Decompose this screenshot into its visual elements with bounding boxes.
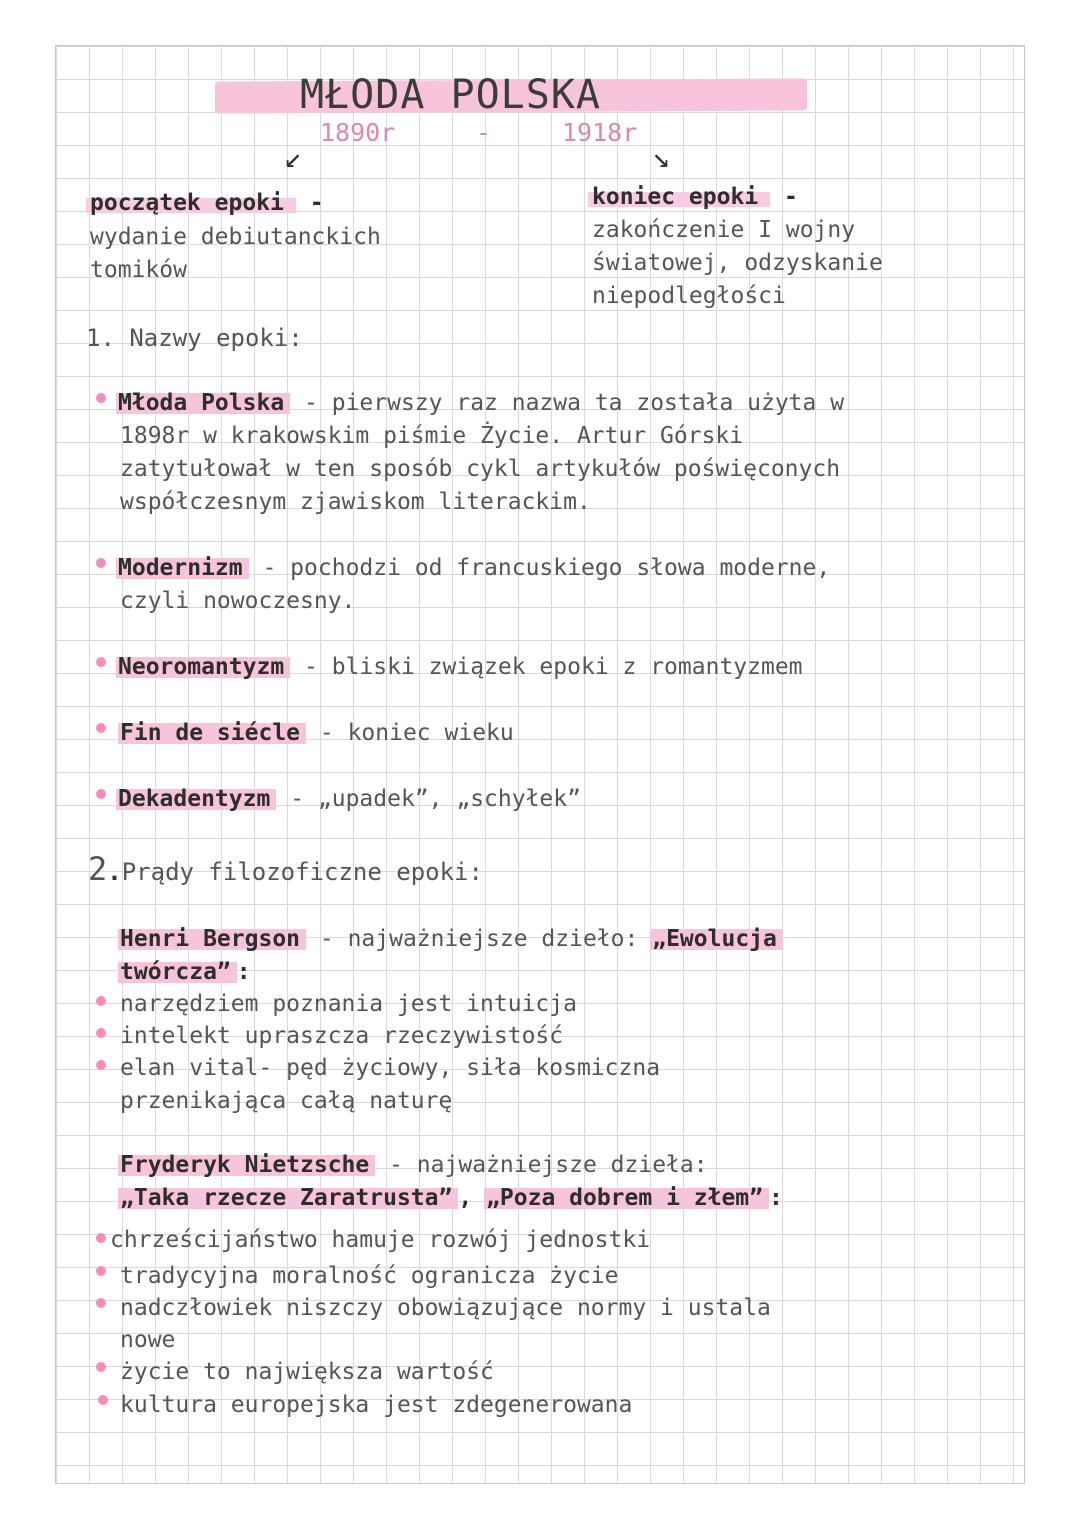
year-end: 1918r bbox=[562, 118, 638, 147]
list-item bbox=[118, 390, 844, 416]
bullet-icon bbox=[98, 1395, 108, 1405]
end-line-1: zakończenie I wojny bbox=[592, 217, 856, 243]
bergson-intro: - najważniejsze dzieło: bbox=[319, 926, 639, 952]
bullet-icon bbox=[96, 1298, 106, 1308]
end-line-2: światowej, odzyskanie bbox=[592, 250, 883, 276]
nietzsche-name: Fryderyk Nietzsche bbox=[118, 1152, 375, 1178]
end-heading-row bbox=[592, 184, 798, 210]
bergson-colon: : bbox=[236, 959, 251, 985]
bullet-icon bbox=[96, 996, 106, 1006]
nietzsche-heading bbox=[120, 1152, 708, 1178]
section-1-heading bbox=[86, 324, 303, 352]
bergson-heading bbox=[120, 926, 783, 952]
nietzsche-work-1: „Taka rzecze Zaratrusta” bbox=[118, 1185, 458, 1211]
nietzsche-point: chrześcijaństwo hamuje rozwój jednostki bbox=[110, 1227, 651, 1253]
nietzsche-point: nadczłowiek niszczy obowiązujące normy i ustala bbox=[120, 1295, 771, 1321]
start-line-2: tomików bbox=[90, 257, 187, 283]
bergson-point: narzędziem poznania jest intuicja bbox=[120, 991, 577, 1017]
term-description: - bliski związek epoki z romantyzmem bbox=[304, 654, 803, 680]
term-description: - koniec wieku bbox=[319, 720, 514, 746]
bergson-work-end: twórcza” bbox=[118, 959, 237, 985]
term-description: - pochodzi od francuskiego słowa moderne, bbox=[262, 555, 831, 581]
bergson-name: Henri Bergson bbox=[118, 926, 306, 952]
term-description: - pierwszy raz nazwa ta została użyta w bbox=[304, 390, 845, 416]
nietzsche-point: życie to największa wartość bbox=[120, 1359, 494, 1385]
bergson-point: elan vital- pęd życiowy, siła kosmiczna bbox=[120, 1055, 661, 1081]
term-modernizm: Modernizm bbox=[116, 555, 249, 581]
year-separator: - bbox=[476, 118, 492, 147]
section-1-number: 1. bbox=[86, 324, 115, 352]
bullet-icon bbox=[96, 1060, 106, 1070]
nietzsche-point: kultura europejska jest zdegenerowana bbox=[120, 1392, 633, 1418]
bergson-work: „Ewolucja bbox=[650, 926, 783, 952]
term-dekadentyzm: Dekadentyzm bbox=[116, 786, 276, 812]
term-description: - „upadek”, „schyłek” bbox=[290, 786, 581, 812]
list-item bbox=[118, 786, 581, 812]
bullet-icon bbox=[96, 1362, 106, 1372]
bullet-icon bbox=[96, 393, 106, 403]
arrow-down-right-icon: ↘ bbox=[652, 140, 671, 175]
term-description: zatytułował w ten sposób cykl artykułów poświęconych bbox=[120, 456, 841, 482]
nietzsche-comma: , bbox=[458, 1185, 473, 1211]
bullet-icon bbox=[96, 723, 106, 733]
nietzsche-works bbox=[120, 1185, 783, 1211]
bullet-icon bbox=[96, 558, 106, 568]
end-heading: koniec epoki bbox=[588, 184, 770, 210]
nietzsche-point: tradycyjna moralność ogranicza życie bbox=[120, 1263, 619, 1289]
start-dash: - bbox=[309, 190, 324, 216]
term-neoromantyzm: Neoromantyzm bbox=[116, 654, 290, 680]
arrow-down-left-icon: ↙ bbox=[284, 140, 303, 175]
start-line-1: wydanie debiutanckich bbox=[90, 224, 381, 250]
nietzsche-work-2: „Poza dobrem i złem” bbox=[484, 1185, 769, 1211]
page-title: MŁODA POLSKA bbox=[300, 72, 601, 118]
end-dash: - bbox=[784, 184, 798, 210]
start-heading-row bbox=[90, 190, 324, 216]
section-2-dot: . bbox=[107, 858, 122, 886]
bullet-icon bbox=[96, 657, 106, 667]
bullet-icon bbox=[96, 789, 106, 799]
start-heading: początek epoki bbox=[86, 190, 296, 216]
bergson-point: intelekt upraszcza rzeczywistość bbox=[120, 1023, 564, 1049]
nietzsche-colon: : bbox=[769, 1185, 783, 1211]
term-fin-de-siecle: Fin de siécle bbox=[118, 720, 306, 746]
term-mloda-polska: Młoda Polska bbox=[116, 390, 290, 416]
nietzsche-intro: - najważniejsze dzieła: bbox=[389, 1152, 708, 1178]
section-2-title: Prądy filozoficzne epoki: bbox=[121, 858, 483, 886]
list-item bbox=[120, 720, 514, 746]
section-1-title: Nazwy epoki: bbox=[129, 324, 303, 352]
bullet-icon bbox=[96, 1028, 106, 1038]
term-description: czyli nowoczesny. bbox=[120, 588, 356, 614]
bergson-point-continued: przenikająca całą naturę bbox=[120, 1088, 453, 1114]
bullet-icon bbox=[96, 1233, 106, 1243]
list-item bbox=[118, 654, 803, 680]
nietzsche-point-continued: nowe bbox=[120, 1327, 176, 1353]
bergson-work-line-2 bbox=[120, 959, 251, 985]
section-2-heading bbox=[88, 850, 483, 888]
term-description: współczesnym zjawiskom literackim. bbox=[120, 489, 591, 515]
year-start: 1890r bbox=[320, 118, 396, 147]
list-item bbox=[118, 555, 830, 581]
term-description: 1898r w krakowskim piśmie Życie. Artur Górski bbox=[120, 423, 744, 449]
section-2-number: 2 bbox=[88, 850, 108, 888]
bullet-icon bbox=[96, 1266, 106, 1276]
end-line-3: niepodległości bbox=[592, 283, 786, 309]
